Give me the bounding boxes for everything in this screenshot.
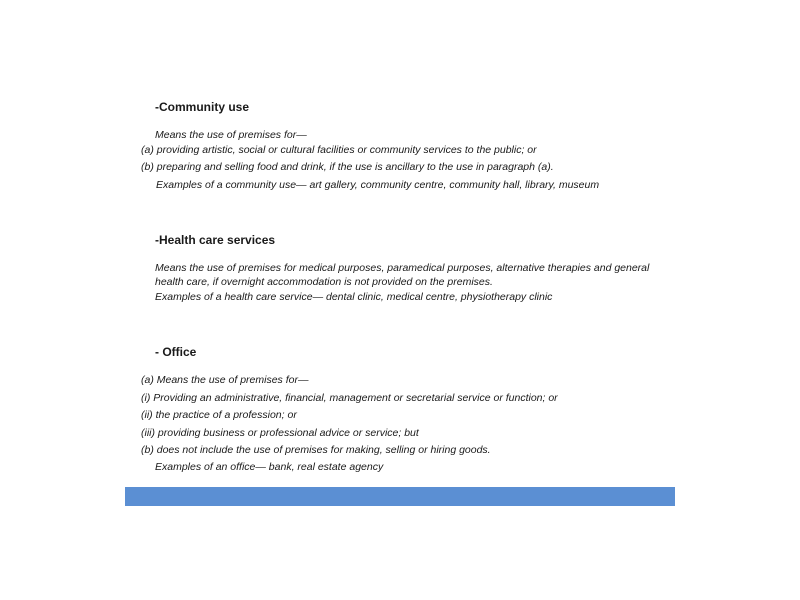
community-use-intro: Means the use of premises for— [155, 129, 307, 141]
footer-bar [125, 487, 675, 506]
health-care-heading: -Health care services [155, 233, 276, 247]
office-item-i: (i) Providing an administrative, financial, management or secretarial service or function; or [141, 392, 558, 404]
health-care-examples: Examples of a health care service— dental clinic, medical centre, physiotherapy clinic [155, 291, 553, 303]
office-item-iii: (iii) providing business or professional advice or service; but [141, 427, 419, 439]
community-use-item-b: (b) preparing and selling food and drink, if the use is ancillary to the use in paragraph (a). [141, 161, 554, 173]
office-heading: - Office [155, 345, 197, 359]
community-use-item-a: (a) providing artistic, social or cultural facilities or community services to the public; or [141, 144, 537, 156]
office-examples: Examples of an office— bank, real estate agency [155, 461, 384, 473]
office-item-ii: (ii) the practice of a profession; or [141, 409, 297, 421]
community-use-heading: -Community use [155, 100, 250, 114]
office-item-b: (b) does not include the use of premises for making, selling or hiring goods. [141, 444, 491, 456]
community-use-examples: Examples of a community use— art gallery, community centre, community hall, library, museum [156, 179, 600, 191]
health-care-definition: Means the use of premises for medical purposes, paramedical purposes, alternative therapies and general health care, if overnight accommodation is not provided on the premises. [155, 262, 650, 288]
office-item-a: (a) Means the use of premises for— [141, 374, 309, 386]
